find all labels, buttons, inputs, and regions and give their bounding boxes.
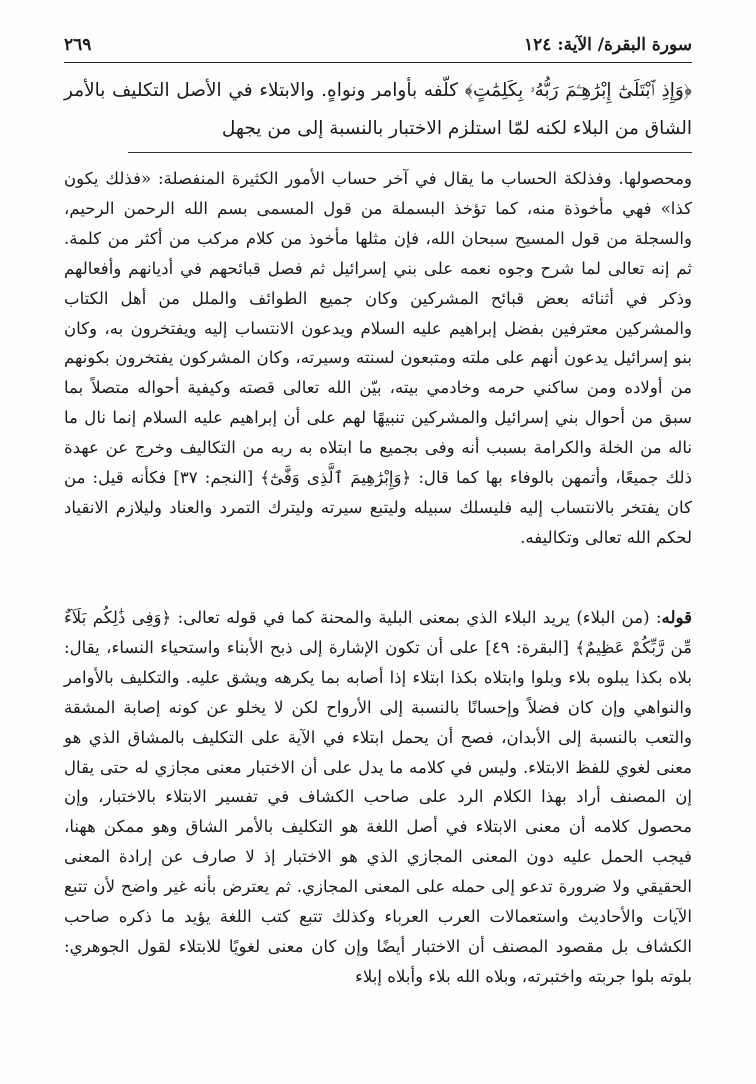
quran-quote: ﴿وَإِبْرَٰهِيمَ ٱلَّذِى وَفَّىٰٓ﴾ — [260, 468, 412, 488]
commentary-text: ومحصولها. وفذلكة الحساب ما يقال في آخر حساب الأمور الكثيرة المنفصلة: «فذلك يكون كذا» فهي مأخوذة منه، كما تؤخذ البسملة من قول المسمى بسم الله الرحمن الرحيم، والسجلة من قول المسيح سبحان الله، فإن مثلها مأخوذ من كلام مركب من أكثر من كلمة. ثم إنه تعالى لما شرح وجوه نعمه على بني إسرائيل ثم فصل قبائحهم في أديانهم وأفعالهم وذكر في أثنائه بعض قبائح المشركين وكان جميع الطوائف والملل من أهل الكتاب والمشركين معترفين بفضل إبراهيم عليه السلام ويدعون الانتساب إليه ويفتخرون به، وكان بنو إسرائيل يدعون أنهم على ملته ومتبعون لسنته وسيرته، وكان المشركون يفتخرون بكونهم من أولاده ومن ساكني حرمه وخادمي بيته، بيّن الله تعالى قصته وكيفية أحواله متصلاً بما سبق من أحوال بني إسرائيل والمشركين تنبيهًا لهم على أن إبراهيم عليه السلام إنما نال ما ناله من الخلة والكرامة بسبب أنه وفى بجميع ما ابتلاه به ربه من التكاليف وخرج عن عهدة ذلك جميعًا، وأتمهن بالوفاء بها كما قال: — [64, 169, 692, 488]
footnote-divider — [128, 152, 692, 153]
verse-commentary-text: كلّفه بأوامر ونواهٍ. والابتلاء في الأصل التكليف بالأمر الشاق من البلاء لكنه لمّا استلزم الاختبار بالنسبة إلى من يجهل — [64, 80, 692, 139]
header-divider — [64, 62, 692, 63]
quran-quote: ﴿وَإِذِ ٱبْتَلَىٰٓ إِبْرَٰهِـۧمَ رَبُّهُۥ بِكَلِمَٰتٍ﴾ — [464, 80, 692, 101]
commentary-text: [النجم: ٣٧] فكأنه قيل: من كان يفتخر بالانتساب إليه فليسلك سبيله وليتبع سيرته وليترك التمرد والعناد وليلازم الانقياد لحكم الله تعالى وتكاليفه. — [64, 468, 692, 547]
section-label: قوله — [661, 607, 693, 627]
verse-commentary — [64, 72, 692, 148]
commentary-section-1 — [64, 164, 692, 553]
commentary-section-2 — [64, 603, 692, 992]
page-number: ٢٦٩ — [64, 35, 92, 55]
surah-reference: سورة البقرة/ الآية: ١٢٤ — [524, 35, 692, 55]
quran-quote: ﴿وَفِى ذَٰلِكُم بَلَآءٌ مِّن رَّبِّكُمْ عَظِيمٌ﴾ — [64, 608, 692, 657]
commentary-text: [البقرة: ٤٩] على أن تكون الإشارة إلى ذبح الأبناء واستحياء النساء، يقال: بلاه بكذا يبلوه بلاء وبلوا وابتلاه بكذا ابتلاء إذا أصابه بما يكرهه ويشق عليه. والتكليف بالأوامر والنواهي وإن كان فضلاً وإحسانًا بالنسبة إلى الأرواح لكن لا يخلو عن كونه إصابة المشقة والتعب بالنسبة إلى الأبدان، فصح أن يحمل ابتلاء في الآية على التكليف بالمشاق الذي هو معنى لغوي للفظ الابتلاء. وليس في كلامه ما يدل على أن الاختبار معنى مجازي له حتى يقال إن المصنف أراد بهذا الكلام الرد على صاحب الكشاف في تفسير الابتلاء بالاختبار، وإن محصول كلامه أن معنى الابتلاء في أصل اللغة هو التكليف بالأمر الشاق وهو ممكن ههنا، فيجب الحمل عليه دون المعنى المجازي الذي هو الاختبار إذ لا صارف عن إرادة المعنى الحقيقي ولا ضرورة تدعو إلى حمله على المعنى المجازي. ثم يعترض بأنه غير واضح لأن تتبع الآيات والأحاديث واستعمالات العرب العرباء وكذلك تتبع كتب اللغة يؤيد ما ذكره صاحب الكشاف بل مقصود المصنف أن الاختبار أيضًا وإن كان معنى لغويًا للابتلاء لقول الجوهري: بلوته بلوا جربته واختبرته، وبلاه الله بلاء وأبلاه إبلاء — [64, 637, 692, 986]
page-header — [64, 30, 692, 60]
commentary-text: : (من البلاء) يريد البلاء الذي بمعنى البلية والمحنة كما في قوله تعالى: — [171, 608, 662, 627]
